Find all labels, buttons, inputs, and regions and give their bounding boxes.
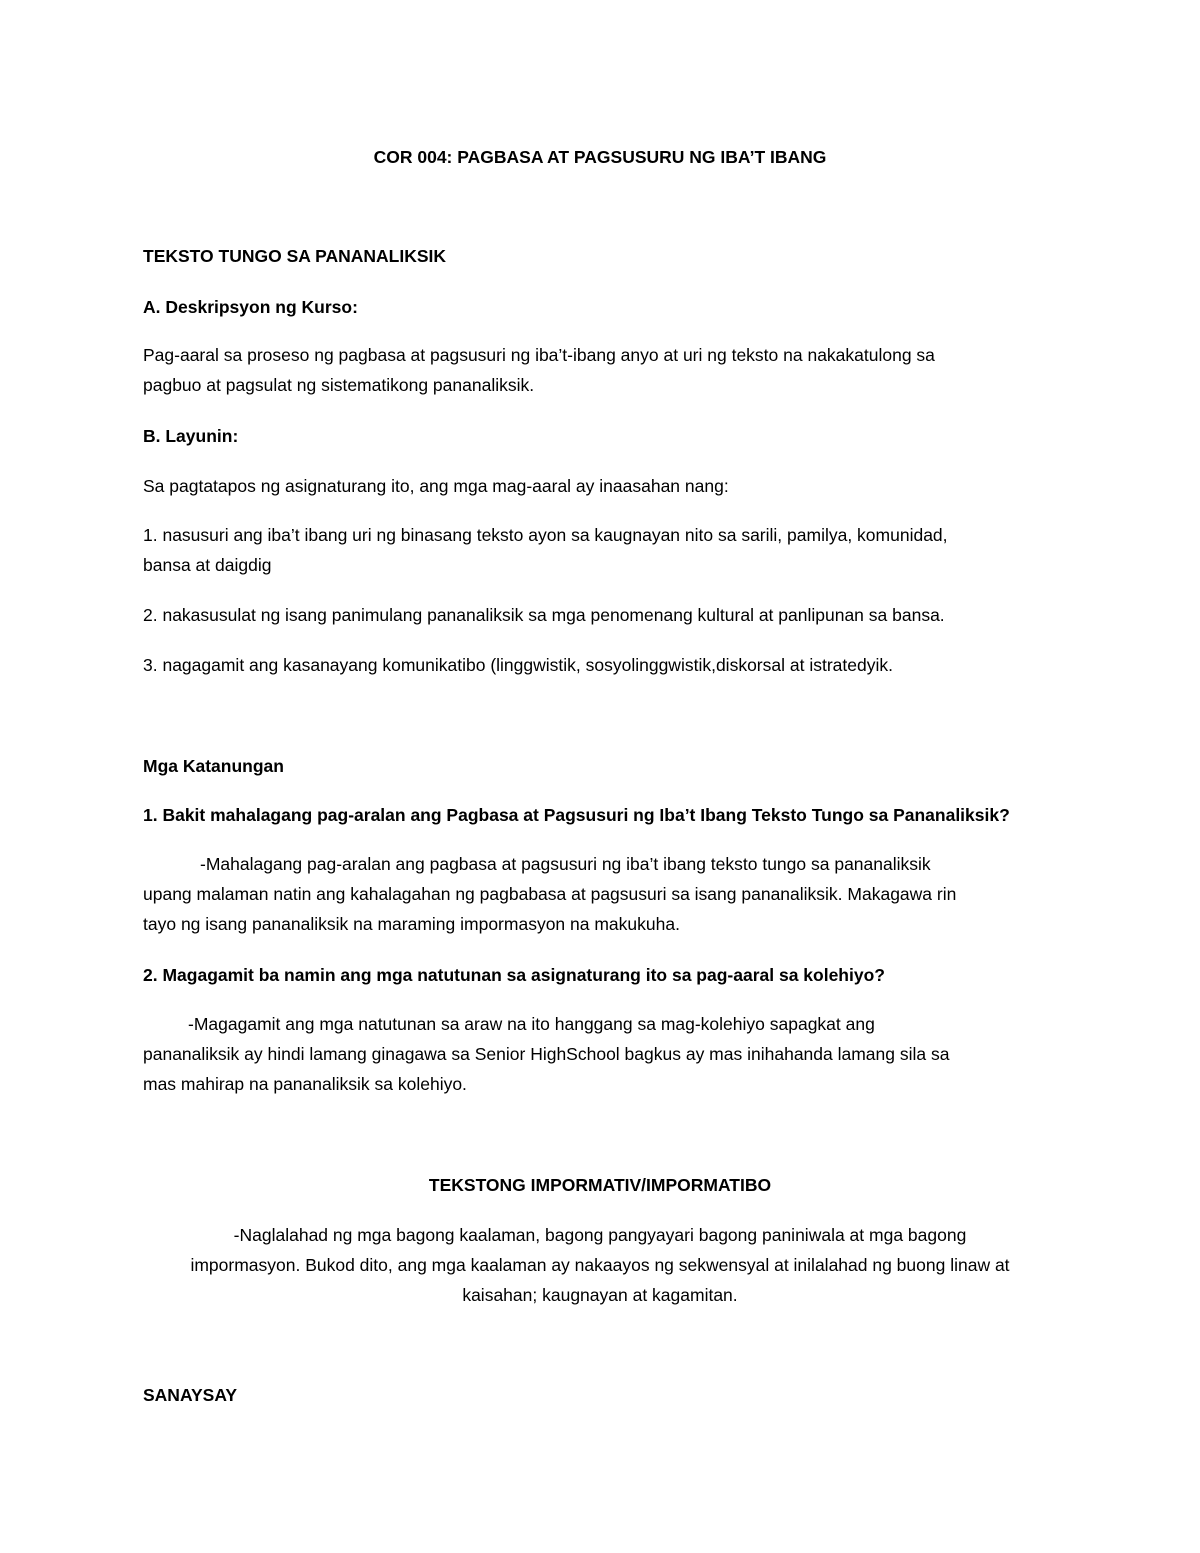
section-b-heading: B. Layunin: bbox=[143, 426, 239, 446]
informative-line: impormasyon. Bukod dito, ang mga kaalaman ay nakaayos ng sekwensyal at inilalahad ng buong linaw at bbox=[190, 1255, 1010, 1275]
answer-1-line: tayo ng isang pananaliksik na maraming impormasyon na makukuha. bbox=[143, 914, 680, 934]
objective-1-line: 1. nasusuri ang iba’t ibang uri ng binasang teksto ayon sa kaugnayan nito sa sarili, pamilya, komunidad, bbox=[143, 525, 948, 545]
informative-line: -Naglalahad ng mga bagong kaalaman, bagong pangyayari bagong paniniwala at mga bagong bbox=[233, 1225, 967, 1245]
document-title: COR 004: PAGBASA AT PAGSUSURU NG IBA’T IBANG bbox=[373, 147, 827, 167]
essay-heading: SANAYSAY bbox=[143, 1385, 238, 1405]
answer-1-line: -Mahalagang pag-aralan ang pagbasa at pagsusuri ng iba’t ibang teksto tungo sa pananaliksik bbox=[200, 854, 931, 874]
informative-heading: TEKSTONG IMPORMATIV/IMPORMATIBO bbox=[428, 1175, 772, 1195]
section-a-heading: A. Deskripsyon ng Kurso: bbox=[143, 297, 358, 317]
document-subtitle: TEKSTO TUNGO SA PANANALIKSIK bbox=[143, 246, 447, 266]
question-1: 1. Bakit mahalagang pag-aralan ang Pagbasa at Pagsusuri ng Iba’t Ibang Teksto Tungo sa Pananaliksik? bbox=[143, 805, 1010, 825]
objective-1-line: bansa at daigdig bbox=[143, 555, 272, 575]
answer-1-line: upang malaman natin ang kahalagahan ng pagbabasa at pagsusuri sa isang pananaliksik. Makagawa rin bbox=[143, 884, 957, 904]
answer-2-line: mas mahirap na pananaliksik sa kolehiyo. bbox=[143, 1074, 467, 1094]
objective-3: 3. nagagamit ang kasanayang komunikatibo (linggwistik, sosyolinggwistik,diskorsal at istratedyik. bbox=[143, 655, 893, 675]
objective-2: 2. nakasusulat ng isang panimulang pananaliksik sa mga penomenang kultural at panlipunan sa bansa. bbox=[143, 605, 945, 625]
question-2: 2. Magagamit ba namin ang mga natutunan sa asignaturang ito sa pag-aaral sa kolehiyo? bbox=[143, 965, 885, 985]
objectives-intro: Sa pagtatapos ng asignaturang ito, ang mga mag-aaral ay inaasahan nang: bbox=[143, 476, 729, 496]
questions-heading: Mga Katanungan bbox=[143, 756, 284, 776]
answer-2-line: -Magagamit ang mga natutunan sa araw na ito hanggang sa mag-kolehiyo sapagkat ang bbox=[188, 1014, 875, 1034]
course-description-line: Pag-aaral sa proseso ng pagbasa at pagsusuri ng iba’t-ibang anyo at uri ng teksto na nakakatulong sa bbox=[143, 345, 935, 365]
informative-line: kaisahan; kaugnayan at kagamitan. bbox=[462, 1285, 738, 1305]
answer-2-line: pananaliksik ay hindi lamang ginagawa sa Senior HighSchool bagkus ay mas inihahanda lamang sila sa bbox=[143, 1044, 950, 1064]
course-description-line: pagbuo at pagsulat ng sistematikong pananaliksik. bbox=[143, 375, 535, 395]
